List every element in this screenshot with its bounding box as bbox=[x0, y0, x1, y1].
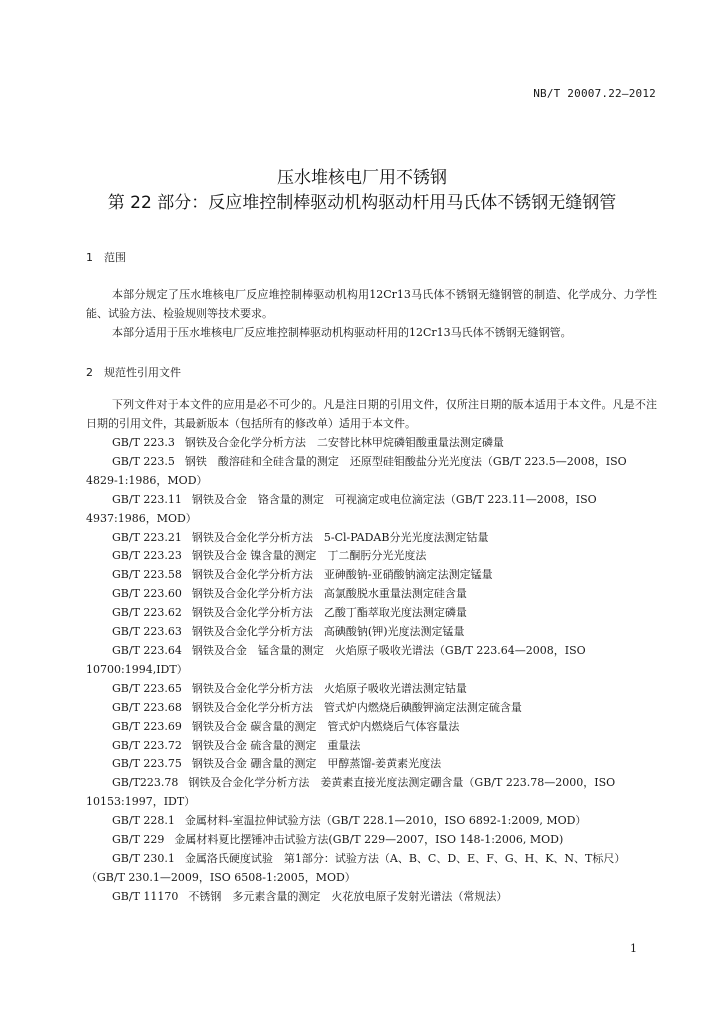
reference-item bbox=[86, 585, 657, 604]
section-references-intro bbox=[86, 396, 657, 434]
document-title-line2: 第 22 部分：反应堆控制棒驱动机构驱动杆用马氏体不锈钢无缝钢管 bbox=[107, 193, 617, 213]
reference-title: 钢铁及合金化学分析方法 管式炉内燃烧后碘酸钾滴定法测定硫含量 bbox=[191, 700, 522, 714]
reference-title: 钢铁及合金 硫含量的测定 重量法 bbox=[191, 738, 361, 752]
reference-code: GB/T 223.69 bbox=[112, 719, 182, 733]
reference-item bbox=[86, 547, 657, 566]
reference-item bbox=[86, 642, 657, 680]
reference-item bbox=[86, 680, 657, 699]
paragraph: 下列文件对于本文件的应用是必不可少的。凡是注日期的引用文件，仅所注日期的版本适用于本文件。凡是不注日期的引用文件，其最新版本（包括所有的修改单）适用于本文件。 bbox=[86, 398, 657, 430]
reference-item bbox=[86, 453, 657, 491]
reference-item bbox=[86, 491, 657, 529]
section-heading-scope bbox=[86, 249, 126, 265]
reference-item bbox=[86, 718, 657, 737]
reference-item bbox=[86, 604, 657, 623]
reference-item bbox=[86, 774, 657, 812]
reference-item bbox=[86, 699, 657, 718]
section-scope-body bbox=[86, 286, 657, 343]
reference-title: 钢铁及合金化学分析方法 二安替比林甲烷磷钼酸重量法测定磷量 bbox=[184, 436, 504, 449]
reference-code: GB/T 223.68 bbox=[112, 700, 182, 714]
reference-item bbox=[86, 434, 657, 453]
reference-title: 金属材料-室温拉伸试验方法（GB/T 228.1—2010，ISO 6892-1:2009, MOD） bbox=[184, 814, 587, 828]
reference-item bbox=[86, 529, 657, 548]
reference-code: GB/T 223.11 bbox=[112, 492, 182, 506]
reference-code: GB/T 223.64 bbox=[112, 643, 182, 657]
reference-code: GB/T 11170 bbox=[112, 889, 179, 903]
reference-title: 钢铁及合金化学分析方法 火焰原子吸收光谱法测定钴量 bbox=[191, 681, 467, 695]
reference-title: 钢铁及合金化学分析方法 5-Cl-PADAB分光光度法测定钴量 bbox=[191, 530, 489, 544]
section-title: 范围 bbox=[104, 251, 126, 264]
reference-item bbox=[86, 812, 657, 831]
reference-item bbox=[86, 566, 657, 585]
reference-code: GB/T 229 bbox=[112, 833, 165, 847]
reference-title: 钢铁及合金化学分析方法 亚砷酸钠-亚硝酸钠滴定法测定锰量 bbox=[191, 568, 493, 582]
reference-item bbox=[86, 623, 657, 642]
reference-title: 钢铁 酸溶硅和全硅含量的测定 还原型硅钼酸盐分光光度法（GB/T 223.5—2008，ISO 4829-1:1986，MOD） bbox=[86, 454, 627, 487]
reference-item bbox=[86, 831, 657, 850]
paragraph: 本部分适用于压水堆核电厂反应堆控制棒驱动机构驱动杆用的12Cr13马氏体不锈钢无缝钢管。 bbox=[112, 325, 572, 339]
reference-code: GB/T 223.65 bbox=[112, 681, 182, 695]
reference-code: GB/T 223.3 bbox=[112, 436, 175, 449]
reference-list bbox=[86, 434, 657, 907]
reference-code: GB/T 223.23 bbox=[112, 549, 182, 563]
reference-code: GB/T 228.1 bbox=[112, 814, 175, 828]
reference-item bbox=[86, 737, 657, 756]
reference-title: 不锈钢 多元素含量的测定 火花放电原子发射光谱法（常规法） bbox=[188, 889, 508, 903]
reference-item bbox=[86, 850, 657, 888]
reference-title: 金属洛氏硬度试验 第1部分：试验方法（A、B、C、D、E、F、G、H、K、N、T标尺）（GB/T 230.1—2009，ISO 6508-1:2005，MOD） bbox=[86, 851, 626, 884]
page-number: 1 bbox=[630, 942, 637, 955]
reference-title: 钢铁及合金化学分析方法 高氯酸脱水重量法测定硅含量 bbox=[191, 587, 467, 601]
section-number: 1 bbox=[86, 251, 93, 264]
reference-code: GB/T 223.58 bbox=[112, 568, 182, 582]
reference-title: 钢铁及合金 碳含量的测定 管式炉内燃烧后气体容量法 bbox=[191, 719, 460, 733]
reference-item bbox=[86, 888, 657, 907]
reference-code: GB/T 223.62 bbox=[112, 606, 182, 620]
reference-code: GB/T 223.5 bbox=[112, 454, 175, 468]
reference-code: GB/T 223.72 bbox=[112, 738, 182, 752]
reference-code: GB/T 223.63 bbox=[112, 625, 182, 639]
section-title: 规范性引用文件 bbox=[104, 366, 181, 379]
paragraph: 本部分规定了压水堆核电厂反应堆控制棒驱动机构用12Cr13马氏体不锈钢无缝钢管的制造、化学成分、力学性能、试验方法、检验规则等技术要求。 bbox=[86, 288, 657, 320]
reference-code: GB/T 230.1 bbox=[112, 851, 175, 865]
reference-code: GB/T 223.21 bbox=[112, 530, 182, 544]
reference-code: GB/T 223.75 bbox=[112, 757, 182, 771]
reference-title: 钢铁及合金 铬含量的测定 可视滴定或电位滴定法（GB/T 223.11—2008，ISO 4937:1986，MOD） bbox=[86, 492, 597, 525]
reference-title: 钢铁及合金 锰含量的测定 火焰原子吸收光谱法（GB/T 223.64—2008，ISO 10700:1994,IDT） bbox=[86, 643, 586, 676]
reference-title: 钢铁及合金 硼含量的测定 甲醇蒸馏-姜黄素光度法 bbox=[191, 757, 442, 771]
reference-title: 钢铁及合金化学分析方法 姜黄素直接光度法测定硼含量（GB/T 223.78—2000，ISO 10153:1997，IDT） bbox=[86, 776, 616, 809]
reference-title: 钢铁及合金 镍含量的测定 丁二酮肟分光光度法 bbox=[191, 549, 427, 563]
standard-number: NB/T 20007.22—2012 bbox=[533, 87, 656, 100]
reference-title: 钢铁及合金化学分析方法 高碘酸钠(钾)光度法测定锰量 bbox=[191, 625, 465, 639]
reference-title: 金属材料夏比摆锤冲击试验方法(GB/T 229—2007，ISO 148-1:2006, MOD) bbox=[174, 833, 564, 847]
reference-title: 钢铁及合金化学分析方法 乙酸丁酯萃取光度法测定磷量 bbox=[191, 606, 467, 620]
reference-code: GB/T 223.60 bbox=[112, 587, 182, 601]
reference-code: GB/T223.78 bbox=[112, 776, 179, 790]
reference-item bbox=[86, 755, 657, 774]
section-number: 2 bbox=[86, 366, 93, 379]
section-heading-normative-references bbox=[86, 364, 181, 380]
document-title-line1: 压水堆核电厂用不锈钢 bbox=[277, 168, 447, 188]
